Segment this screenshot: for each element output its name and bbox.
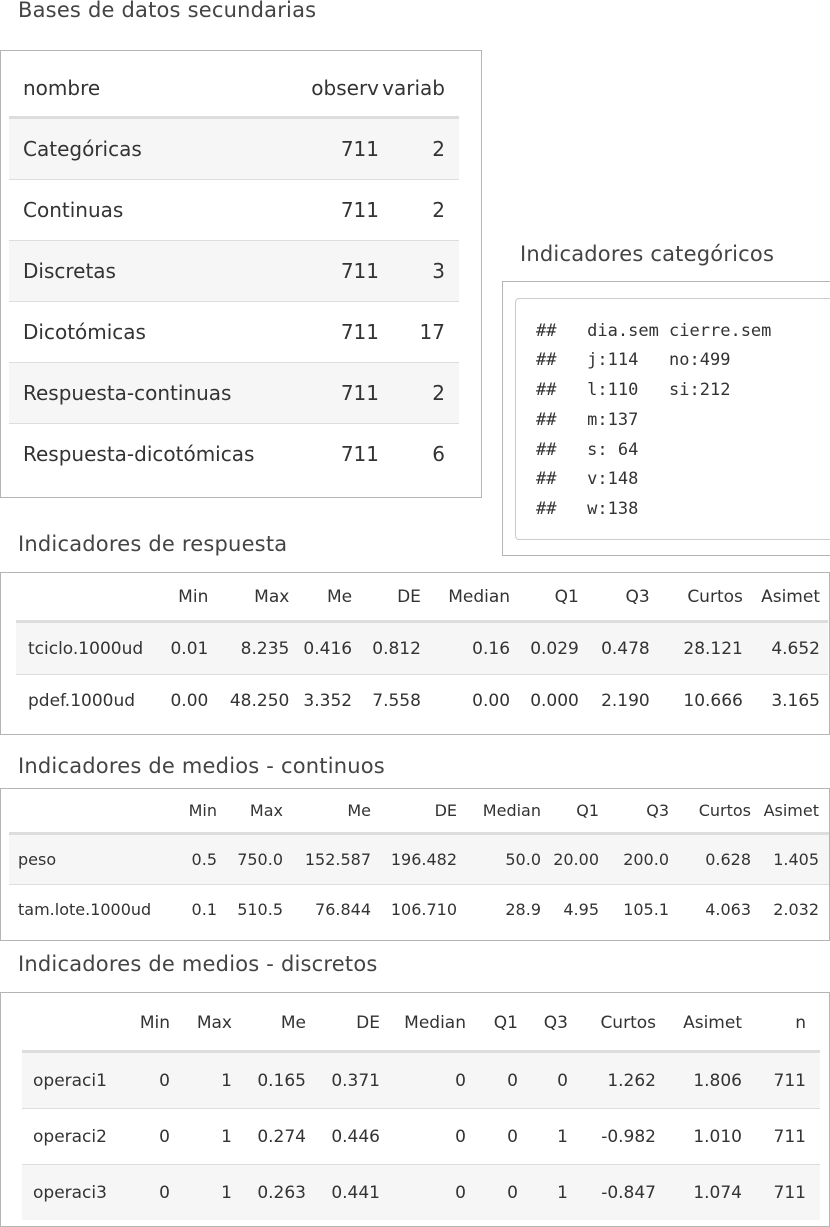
col-header: Median <box>457 788 541 834</box>
cell: 711 <box>742 1109 820 1165</box>
cell: 10.666 <box>650 675 743 727</box>
cell: 20.00 <box>541 834 599 885</box>
cell: 0.371 <box>306 1052 380 1109</box>
cell: operaci1 <box>22 1052 122 1109</box>
cell: 711 <box>279 302 379 363</box>
col-header: observ <box>279 60 379 118</box>
col-header: Curtos <box>669 788 751 834</box>
cell: Discretas <box>9 241 279 302</box>
cell: 17 <box>379 302 459 363</box>
col-header: Me <box>283 788 371 834</box>
cell: tam.lote.1000ud <box>9 885 159 935</box>
bases-heading: Bases de datos secundarias <box>18 0 317 22</box>
cell: 3.352 <box>289 675 352 727</box>
cell: 1 <box>170 1052 232 1109</box>
cell: 1 <box>518 1109 568 1165</box>
col-header: Q1 <box>541 788 599 834</box>
col-header: Asimet <box>743 574 828 622</box>
cell: 1.262 <box>568 1052 656 1109</box>
cell: 4.063 <box>669 885 751 935</box>
continuos-heading: Indicadores de medios - continuos <box>18 754 385 778</box>
cell: 0 <box>122 1052 170 1109</box>
cell: 1 <box>518 1165 568 1221</box>
cell: 2.032 <box>751 885 829 935</box>
col-header: variab <box>379 60 459 118</box>
table-row <box>9 241 459 302</box>
col-header: Median <box>421 574 510 622</box>
cell: 711 <box>279 363 379 424</box>
col-header: n <box>742 996 820 1052</box>
code-line: ## s: 64 <box>536 440 639 460</box>
cell: 1.405 <box>751 834 829 885</box>
cell: 0 <box>122 1109 170 1165</box>
cell: 1 <box>170 1109 232 1165</box>
table-row <box>9 180 459 241</box>
cell: 711 <box>742 1165 820 1221</box>
table-header-row <box>9 788 829 834</box>
cell: 0 <box>518 1052 568 1109</box>
cell: 7.558 <box>352 675 421 727</box>
cell: 8.235 <box>208 622 289 675</box>
col-header: DE <box>371 788 457 834</box>
categoricos-heading: Indicadores categóricos <box>520 242 775 266</box>
cell: 3.165 <box>743 675 828 727</box>
respuesta-table <box>16 574 828 726</box>
cell: 105.1 <box>599 885 669 935</box>
cell: 0 <box>380 1165 466 1221</box>
bases-table <box>9 60 459 484</box>
table-row <box>22 1109 820 1165</box>
col-header: DE <box>306 996 380 1052</box>
cell: pdef.1000ud <box>16 675 158 727</box>
cell: 711 <box>279 118 379 180</box>
table-header-row <box>22 996 820 1052</box>
cell: 196.482 <box>371 834 457 885</box>
cell: 0.01 <box>158 622 209 675</box>
cell: 0.029 <box>510 622 579 675</box>
table-row <box>22 1052 820 1109</box>
col-header: Max <box>208 574 289 622</box>
cell: Continuas <box>9 180 279 241</box>
table-row <box>9 834 829 885</box>
cell: 50.0 <box>457 834 541 885</box>
col-header: Min <box>158 574 209 622</box>
table-row <box>9 302 459 363</box>
col-header: Q3 <box>579 574 650 622</box>
code-line: ## l:110 si:212 <box>536 380 731 400</box>
cell: -0.982 <box>568 1109 656 1165</box>
cell: 0.628 <box>669 834 751 885</box>
code-line: ## m:137 <box>536 410 639 430</box>
discretos-table <box>22 996 820 1220</box>
cell: operaci3 <box>22 1165 122 1221</box>
cell: 0.263 <box>232 1165 306 1221</box>
cell: 4.652 <box>743 622 828 675</box>
col-header <box>16 574 158 622</box>
cell: 711 <box>279 180 379 241</box>
col-header: Max <box>217 788 283 834</box>
col-header <box>22 996 122 1052</box>
cell: 48.250 <box>208 675 289 727</box>
discretos-heading: Indicadores de medios - discretos <box>18 952 378 976</box>
cell: 0.00 <box>421 675 510 727</box>
cell: 0.446 <box>306 1109 380 1165</box>
col-header: Min <box>159 788 217 834</box>
continuos-table <box>9 788 829 934</box>
cell: 711 <box>742 1052 820 1109</box>
cell: 28.121 <box>650 622 743 675</box>
cell: Respuesta-dicotómicas <box>9 424 279 485</box>
cell: Categóricas <box>9 118 279 180</box>
col-header: Median <box>380 996 466 1052</box>
cell: 0 <box>466 1165 518 1221</box>
cell: 0.5 <box>159 834 217 885</box>
cell: 3 <box>379 241 459 302</box>
cell: 0.16 <box>421 622 510 675</box>
table-row <box>22 1165 820 1221</box>
cell: 28.9 <box>457 885 541 935</box>
cell: 0.000 <box>510 675 579 727</box>
cell: peso <box>9 834 159 885</box>
cell: 0.165 <box>232 1052 306 1109</box>
col-header: Q3 <box>518 996 568 1052</box>
cell: operaci2 <box>22 1109 122 1165</box>
code-line: ## dia.sem cierre.sem <box>536 321 772 341</box>
cell: 152.587 <box>283 834 371 885</box>
cell: 0 <box>466 1052 518 1109</box>
table-row <box>9 885 829 935</box>
cell: 0 <box>122 1165 170 1221</box>
col-header: Asimet <box>656 996 742 1052</box>
code-line: ## w:138 <box>536 499 639 519</box>
cell: 200.0 <box>599 834 669 885</box>
cell: 0 <box>466 1109 518 1165</box>
code-line: ## j:114 no:499 <box>536 350 731 370</box>
cell: -0.847 <box>568 1165 656 1221</box>
col-header: nombre <box>9 60 279 118</box>
cell: Dicotómicas <box>9 302 279 363</box>
cell: 510.5 <box>217 885 283 935</box>
cell: 711 <box>279 424 379 485</box>
cell: 0.478 <box>579 622 650 675</box>
respuesta-heading: Indicadores de respuesta <box>18 532 288 556</box>
cell: 0.00 <box>158 675 209 727</box>
cell: 1.074 <box>656 1165 742 1221</box>
table-row <box>9 424 459 485</box>
cell: 2.190 <box>579 675 650 727</box>
categoricos-code-block <box>515 298 830 540</box>
cell: 711 <box>279 241 379 302</box>
cell: 750.0 <box>217 834 283 885</box>
col-header: Me <box>232 996 306 1052</box>
col-header: Q1 <box>510 574 579 622</box>
cell: 0 <box>380 1109 466 1165</box>
cell: 2 <box>379 118 459 180</box>
col-header: Q1 <box>466 996 518 1052</box>
table-header-row <box>16 574 828 622</box>
col-header: Curtos <box>568 996 656 1052</box>
col-header <box>9 788 159 834</box>
cell: 2 <box>379 363 459 424</box>
cell: 0.274 <box>232 1109 306 1165</box>
cell: 2 <box>379 180 459 241</box>
col-header: Me <box>289 574 352 622</box>
cell: 0.812 <box>352 622 421 675</box>
cell: 6 <box>379 424 459 485</box>
cell: 0.416 <box>289 622 352 675</box>
cell: 106.710 <box>371 885 457 935</box>
table-row <box>9 363 459 424</box>
col-header: Max <box>170 996 232 1052</box>
cell: 1.806 <box>656 1052 742 1109</box>
cell: 76.844 <box>283 885 371 935</box>
table-row <box>16 622 828 675</box>
cell: 0.1 <box>159 885 217 935</box>
cell: 1.010 <box>656 1109 742 1165</box>
col-header: Q3 <box>599 788 669 834</box>
cell: 0 <box>380 1052 466 1109</box>
col-header: Min <box>122 996 170 1052</box>
cell: 1 <box>170 1165 232 1221</box>
cell: 4.95 <box>541 885 599 935</box>
code-line: ## v:148 <box>536 469 639 489</box>
cell: tciclo.1000ud <box>16 622 158 675</box>
cell: 0.441 <box>306 1165 380 1221</box>
table-row <box>16 675 828 727</box>
table-row <box>9 118 459 180</box>
col-header: Asimet <box>751 788 829 834</box>
col-header: DE <box>352 574 421 622</box>
cell: Respuesta-continuas <box>9 363 279 424</box>
col-header: Curtos <box>650 574 743 622</box>
table-header-row <box>9 60 459 118</box>
